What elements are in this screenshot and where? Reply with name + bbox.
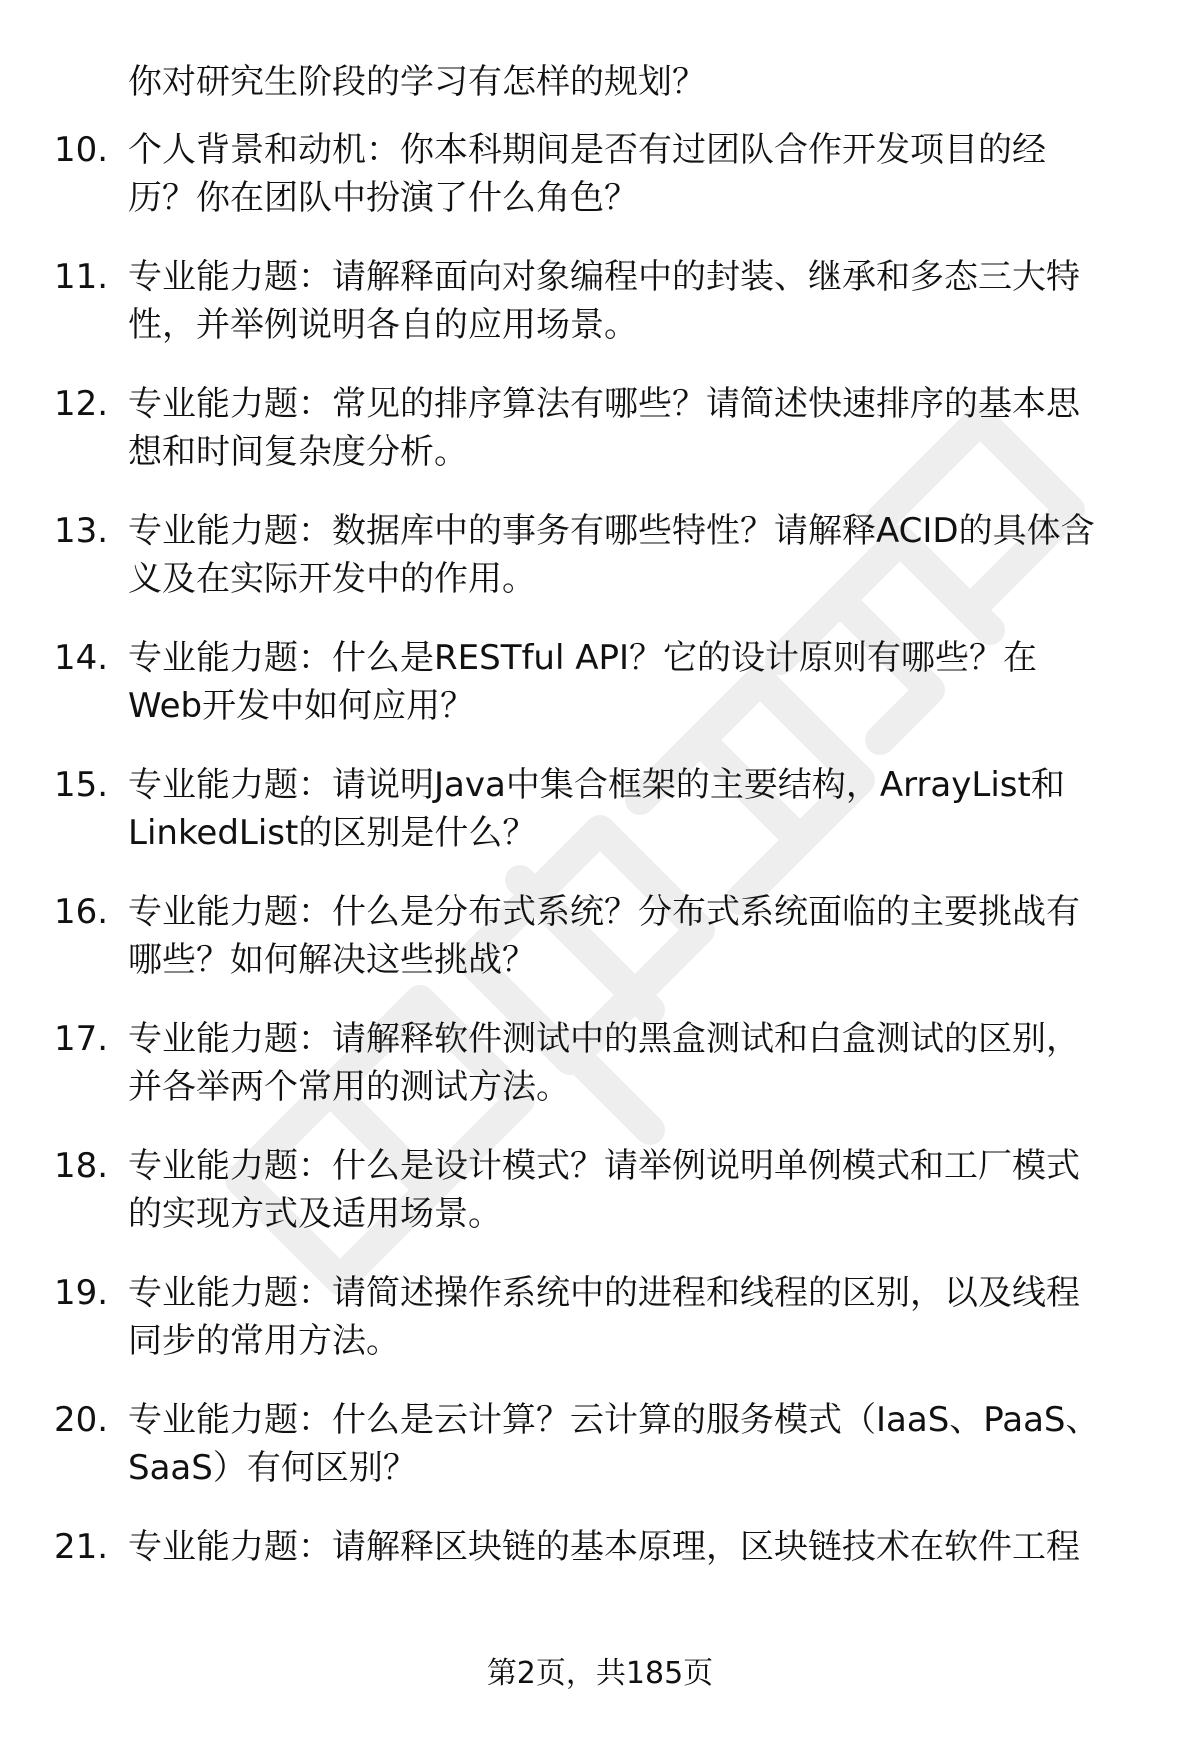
question-number: 17. <box>54 1019 109 1059</box>
question-line: 专业能力题：请说明Java中集合框架的主要结构，ArrayList和 <box>128 765 1065 805</box>
question-line: 专业能力题：常见的排序算法有哪些？请简述快速排序的基本思 <box>128 384 1080 424</box>
question-text <box>128 380 1158 476</box>
question-number: 20. <box>54 1400 109 1440</box>
question-line: 专业能力题：请解释区块链的基本原理，区块链技术在软件工程 <box>128 1527 1080 1567</box>
question-text <box>128 1396 1158 1492</box>
question-line: LinkedList的区别是什么？ <box>128 813 537 853</box>
question-number: 19. <box>54 1273 109 1313</box>
question-line: 专业能力题：请解释面向对象编程中的封装、继承和多态三大特 <box>128 257 1080 297</box>
question-text <box>128 1142 1158 1238</box>
question-text <box>128 634 1158 730</box>
question-line: 同步的常用方法。 <box>128 1321 400 1361</box>
question-line: SaaS）有何区别？ <box>128 1448 417 1488</box>
question-line: 性，并举例说明各自的应用场景。 <box>128 305 638 345</box>
carry-over-question-line: 你对研究生阶段的学习有怎样的规划？ <box>128 62 706 102</box>
question-line: Web开发中如何应用？ <box>128 686 475 726</box>
question-number: 11. <box>54 257 109 297</box>
question-line: 专业能力题：数据库中的事务有哪些特性？请解释ACID的具体含 <box>128 511 1095 551</box>
question-text <box>128 126 1158 222</box>
question-line: 专业能力题：什么是云计算？云计算的服务模式（IaaS、PaaS、 <box>128 1400 1100 1440</box>
question-text <box>128 1269 1158 1365</box>
question-text <box>128 761 1158 857</box>
question-line: 义及在实际开发中的作用。 <box>128 559 536 599</box>
question-line: 哪些？如何解决这些挑战？ <box>128 940 536 980</box>
question-number: 15. <box>54 765 109 805</box>
question-text <box>128 253 1158 349</box>
question-line: 专业能力题：什么是分布式系统？分布式系统面临的主要挑战有 <box>128 892 1080 932</box>
question-line: 专业能力题：什么是RESTful API？它的设计原则有哪些？在 <box>128 638 1038 678</box>
question-line: 专业能力题：请解释软件测试中的黑盒测试和白盒测试的区别， <box>128 1019 1080 1059</box>
question-line: 个人背景和动机：你本科期间是否有过团队合作开发项目的经 <box>128 130 1046 170</box>
question-line: 专业能力题：请简述操作系统中的进程和线程的区别，以及线程 <box>128 1273 1080 1313</box>
question-number: 21. <box>54 1527 109 1567</box>
question-text <box>128 1523 1158 1571</box>
question-text <box>128 1015 1158 1111</box>
question-text <box>128 507 1158 603</box>
question-line: 想和时间复杂度分析。 <box>128 432 468 472</box>
question-line: 的实现方式及适用场景。 <box>128 1194 502 1234</box>
question-line: 专业能力题：什么是设计模式？请举例说明单例模式和工厂模式 <box>128 1146 1080 1186</box>
question-number: 12. <box>54 384 109 424</box>
question-number: 10. <box>54 130 109 170</box>
page-footer: 第2页，共185页 <box>486 1656 714 1691</box>
question-number: 14. <box>54 638 109 678</box>
question-line: 并各举两个常用的测试方法。 <box>128 1067 570 1107</box>
question-number: 18. <box>54 1146 109 1186</box>
question-line: 历？你在团队中扮演了什么角色？ <box>128 178 638 218</box>
question-text <box>128 888 1158 984</box>
question-number: 16. <box>54 892 109 932</box>
question-number: 13. <box>54 511 109 551</box>
